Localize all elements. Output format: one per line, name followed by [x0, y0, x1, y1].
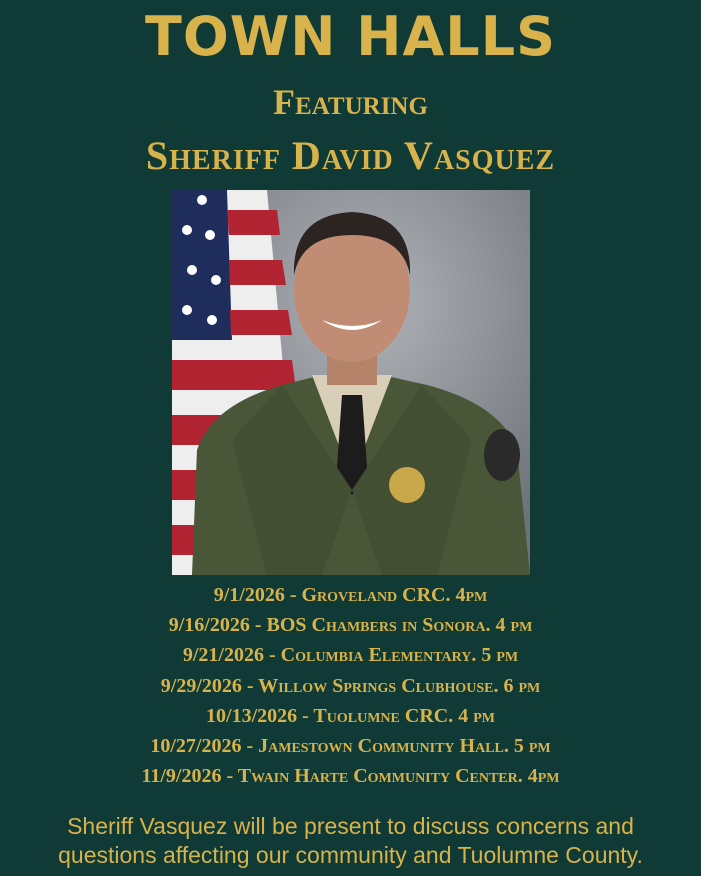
- sheriff-portrait: [172, 190, 530, 575]
- footer-line: questions affecting our community and Tuolumne County.: [58, 842, 643, 868]
- schedule-item: 10/13/2026 - Tuolumne CRC. 4 pm: [206, 704, 495, 727]
- page-title: TOWN HALLS: [145, 5, 556, 68]
- schedule-item: 9/21/2026 - Columbia Elementary. 5 pm: [182, 644, 519, 667]
- schedule-item: 9/29/2026 - Willow Springs Clubhouse. 6 pm: [160, 674, 541, 697]
- shoulder-patch-icon: [484, 429, 520, 481]
- sheriff-name: Sheriff David Vasquez: [145, 133, 556, 178]
- footer-note: [0, 812, 701, 870]
- schedule-item: 9/1/2026 - Groveland CRC. 4pm: [213, 584, 488, 606]
- featuring-label: Featuring: [273, 82, 428, 122]
- schedule-item: 9/16/2026 - BOS Chambers in Sonora. 4 pm: [168, 614, 533, 637]
- schedule-item: 11/9/2026 - Twain Harte Community Center. 4pm: [141, 765, 560, 788]
- town-hall-schedule: [0, 580, 701, 791]
- footer-line: Sheriff Vasquez will be present to discuss concerns and: [67, 813, 634, 839]
- badge-icon: [389, 467, 425, 503]
- schedule-item: 10/27/2026 - Jamestown Community Hall. 5 pm: [150, 735, 551, 758]
